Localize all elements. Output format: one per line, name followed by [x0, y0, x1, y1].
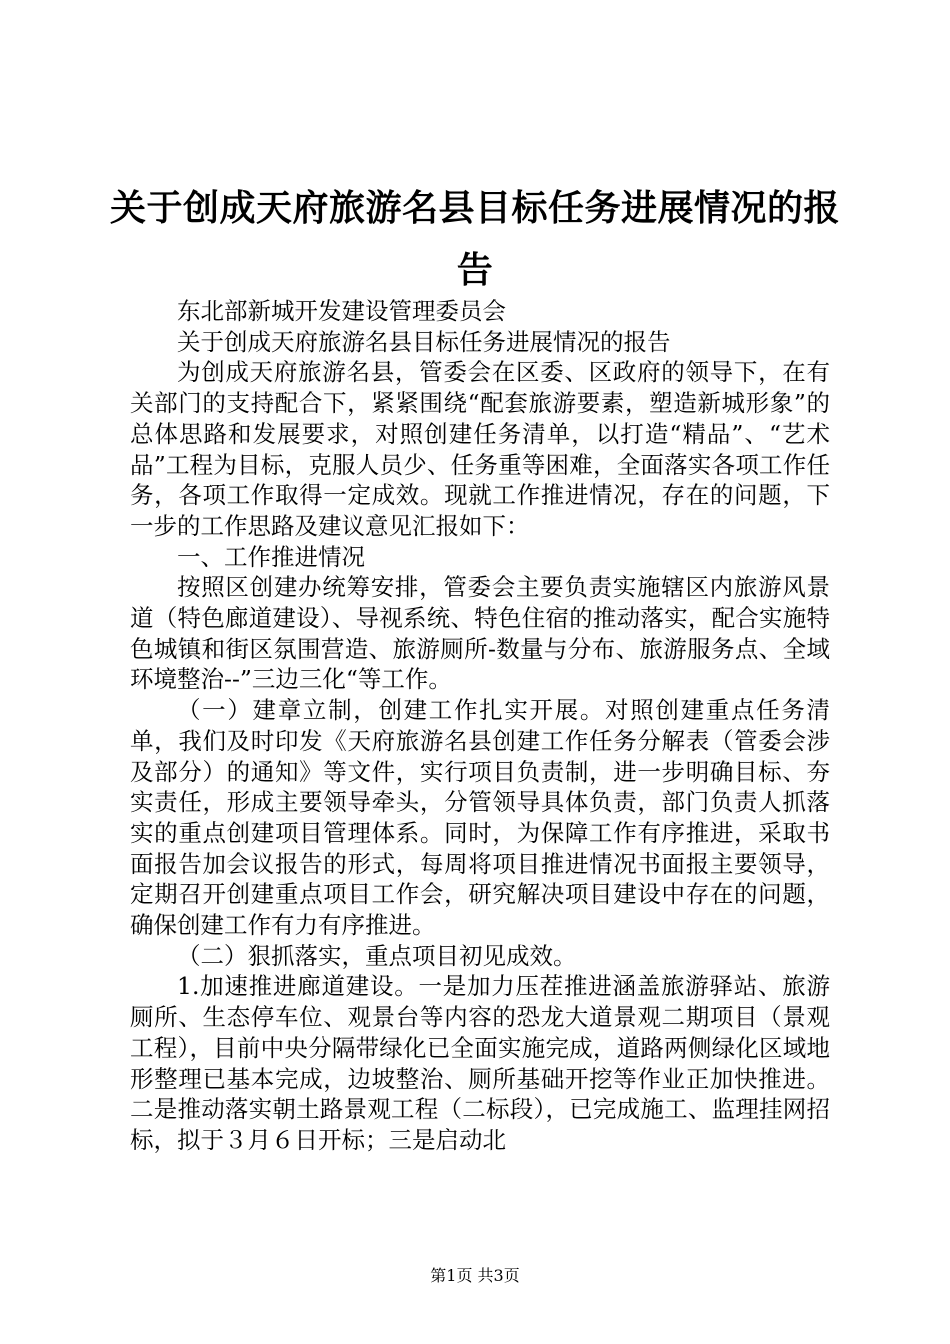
- page-number: 第1页 共3页: [430, 1266, 520, 1285]
- body-paragraph: 按照区创建办统筹安排，管委会主要负责实施辖区内旅游风景道（特色廊道建设）、导视系统、特色住宿的推动落实，配合实施特色城镇和街区氛围营造、旅游厕所-数量与分布、旅游服务点、全域环境整治--”三边三化“等工作。: [130, 573, 830, 694]
- document-body: [130, 296, 830, 1156]
- intro-paragraph: 为创成天府旅游名县，管委会在区委、区政府的领导下，在有关部门的支持配合下，紧紧围绕“配套旅游要素，塑造新城形象”的总体思路和发展要求，对照创建任务清单，以打造“精品”、“艺术品”工程为目标，克服人员少、任务重等困难，全面落实各项工作任务，各项工作取得一定成效。现就工作推进情况，存在的问题，下一步的工作思路及建议意见汇报如下：: [130, 358, 830, 540]
- section-heading: 一、工作推进情况: [177, 542, 365, 571]
- subsection-heading: （二）狠抓落实，重点项目初见成效。: [177, 941, 577, 970]
- document-title: 关于创成天府旅游名县目标任务进展情况的报告: [109, 188, 840, 291]
- body-paragraph: （一）建章立制，创建工作扎实开展。对照创建重点任务清单，我们及时印发《天府旅游名县创建工作任务分解表（管委会涉及部分）的通知》等文件，实行项目负责制，进一步明确目标、夯实责任，形成主要领导牵头，分管领导具体负责，部门负责人抓落实的重点创建项目管理体系。同时，为保障工作有序推进，采取书面报告加会议报告的形式，每周将项目推进情况书面报主要领导，定期召开创建重点项目工作会，研究解决项目建设中存在的问题，确保创建工作有力有序推进。: [130, 696, 830, 940]
- organization-line: 东北部新城开发建设管理委员会: [177, 297, 506, 325]
- body-paragraph: 1.加速推进廊道建设。一是加力压茬推进涵盖旅游驿站、旅游厕所、生态停车位、观景台等内容的恐龙大道景观二期项目（景观工程），目前中央分隔带绿化已全面实施完成，道路两侧绿化区域地形整理已基本完成，边坡整治、厕所基础开挖等作业正加快推进。二是推动落实朝土路景观工程（二标段），已完成施工、监理挂网招标，拟于３月６日开标；三是启动北: [130, 972, 830, 1154]
- subtitle-line: 关于创成天府旅游名县目标任务进展情况的报告: [177, 327, 671, 356]
